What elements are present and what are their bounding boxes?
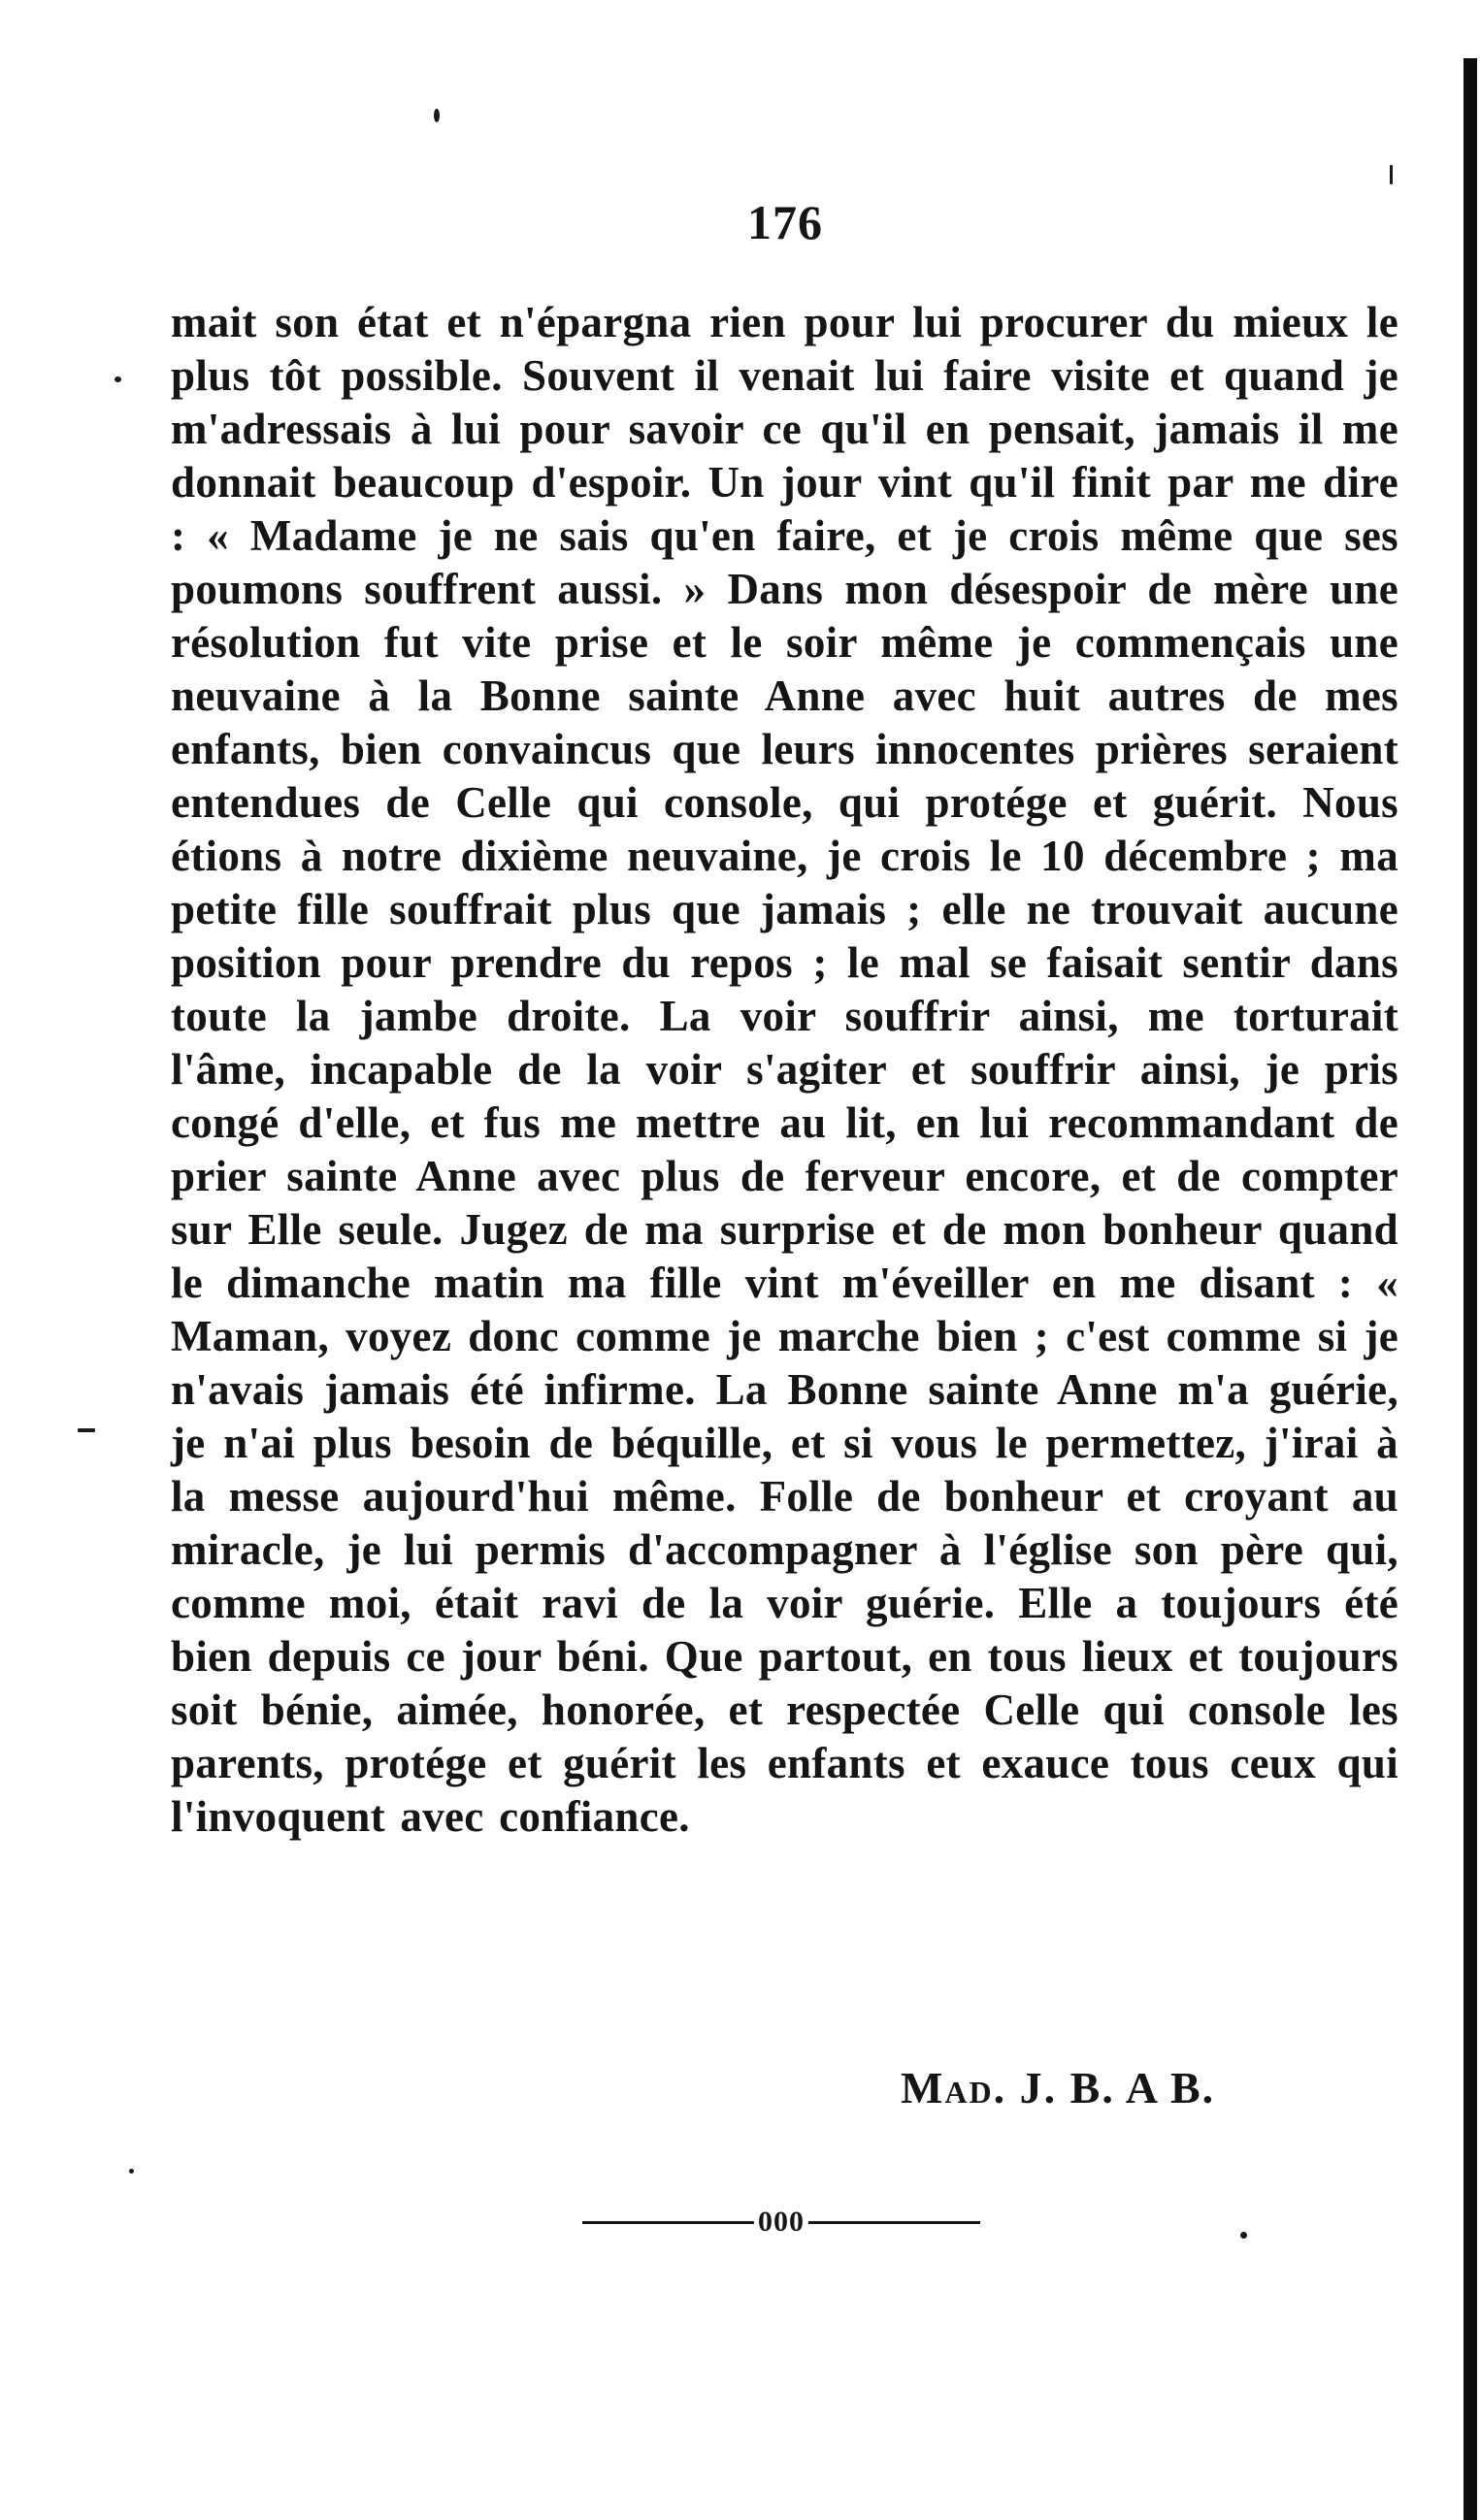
- section-separator: [582, 2203, 980, 2242]
- print-speck: [1390, 165, 1393, 184]
- separator-line-right: [808, 2221, 980, 2224]
- print-speck: [78, 1428, 95, 1432]
- print-speck: [1240, 2232, 1247, 2239]
- page-edge-shadow: [1464, 58, 1477, 2520]
- body-paragraph: mait son état et n'épargna rien pour lui procurer du mieux le plus tôt possible. Souvent il venait lui faire visite et quand je m'adressais à lui pour savoir ce qu'il en pensait, jamais il me donnait beaucoup d'espoir. Un jour vint qu'il finit par me dire : « Madame je ne sais qu'en faire, et je crois même que ses poumons souffrent aussi. » Dans mon désespoir de mère une résolution fut vite prise et le soir même je commençais une neuvaine à la Bonne sainte Anne avec huit autres de mes enfants, bien convaincus que leurs innocentes prières seraient entendues de Celle qui console, qui protége et guérit. Nous étions à notre dixième neuvaine, je crois le 10 décembre ; ma petite fille souffrait plus que jamais ; elle ne trouvait aucune position pour prendre du repos ; le mal se faisait sentir dans toute la jambe droite. La voir souffrir ainsi, me torturait l'âme, incapable de la voir s'agiter et souffrir ainsi, je pris congé d'elle, et fus me mettre au lit, en lui recommandant de prier sainte Anne avec plus de ferveur encore, et de compter sur Elle seule. Jugez de ma surprise et de mon bonheur quand le dimanche matin ma fille vint m'éveiller en me disant : « Maman, voyez donc comme je marche bien ; c'est comme si je n'avais jamais été infirme. La Bonne sainte Anne m'a guérie, je n'ai plus besoin de béquille, et si vous le permettez, j'irai à la messe aujourd'hui même. Folle de bonheur et croyant au miracle, je lui permis d'accompagner à l'église son père qui, comme moi, était ravi de la voir guérie. Elle a toujours été bien depuis ce jour béni. Que partout, en tous lieux et toujours soit bénie, aimée, honorée, et respectée Celle qui console les parents, protége et guérit les enfants et exauce tous ceux qui l'invoquent avec confiance.: [171, 298, 1398, 1841]
- print-speck: [434, 109, 440, 122]
- print-speck: [115, 376, 121, 382]
- separator-line-left: [582, 2221, 754, 2224]
- signature: Mad. J. B. A B.: [901, 2063, 1216, 2112]
- print-speck: [129, 2169, 134, 2174]
- page-number: 176: [747, 195, 823, 249]
- separator-ornament: 000: [758, 2206, 805, 2238]
